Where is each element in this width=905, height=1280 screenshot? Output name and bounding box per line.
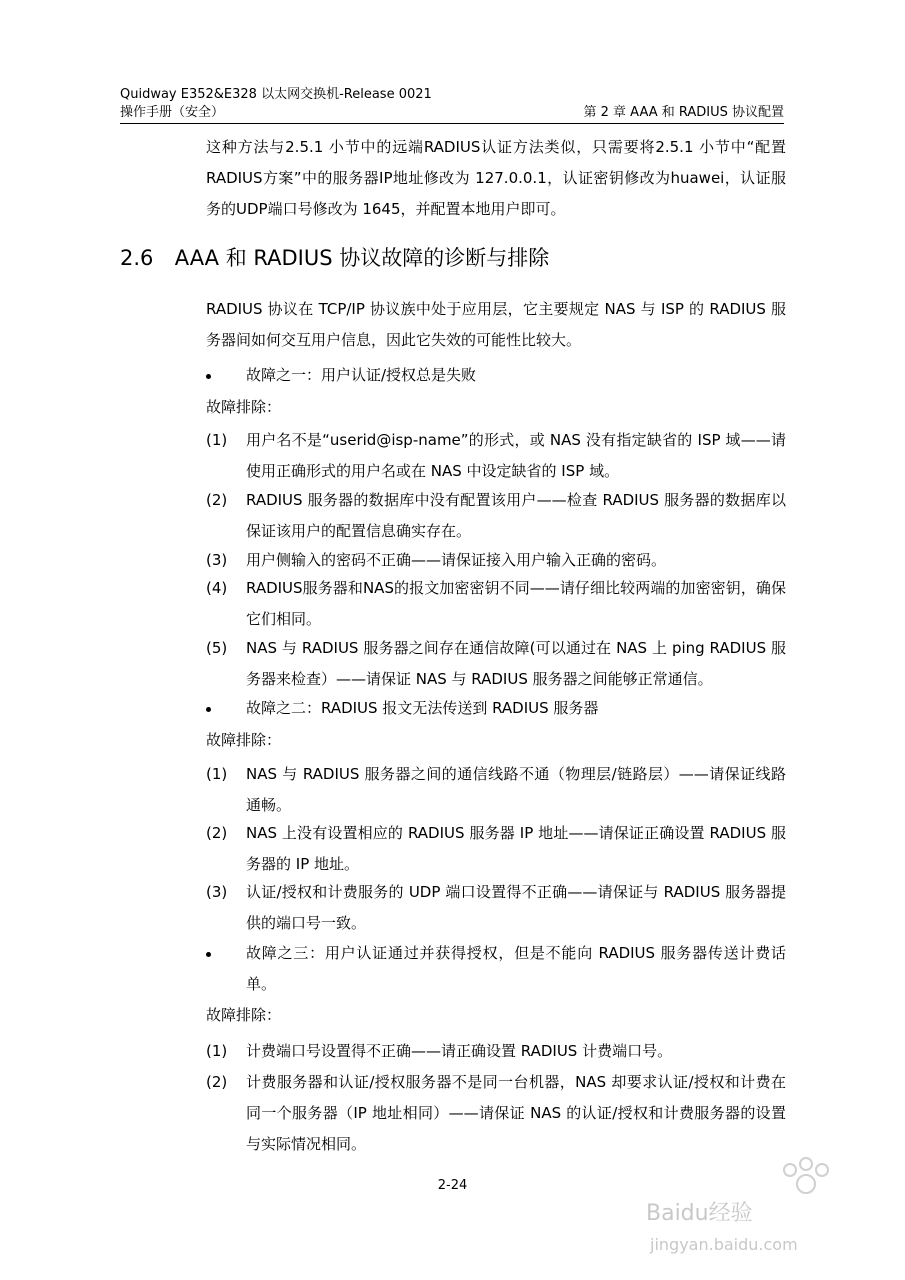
section-description: RADIUS 协议在 TCP/IP 协议族中处于应用层，它主要规定 NAS 与 ISP 的 RADIUS 服务器间如何交互用户信息，因此它失效的可能性比较大。 [206,300,786,349]
item-text: 认证/授权和计费服务的 UDP 端口设置得不正确——请保证与 RADIUS 服务器提供的端口号一致。 [246,883,786,932]
list-item [206,877,786,939]
troubleshoot-label: 故障排除： [206,1006,282,1024]
item-text: NAS 与 RADIUS 服务器之间存在通信故障(可以通过在 NAS 上 ping RADIUS 服务器来检查）——请保证 NAS 与 RADIUS 服务器之间能够正常通信。 [246,639,786,688]
fault-bullet [206,693,786,724]
header-chapter-title: 第 2 章 AAA 和 RADIUS 协议配置 [583,105,784,120]
watermark-url: jingyan.baidu.com [650,1235,798,1254]
section-number: 2.6 [120,246,154,270]
bullet-icon [206,707,211,712]
fault-bullet [206,938,786,1000]
bullet-icon [206,374,211,379]
list-item [206,633,786,695]
item-text: NAS 上没有设置相应的 RADIUS 服务器 IP 地址——请保证正确设置 RADIUS 服务器的 IP 地址。 [246,824,786,873]
item-text: RADIUS 服务器的数据库中没有配置该用户——检查 RADIUS 服务器的数据库以保证该用户的配置信息确实存在。 [246,491,786,540]
item-number: (5) [206,639,228,657]
item-text: RADIUS服务器和NAS的报文加密密钥不同——请仔细比较两端的加密密钥，确保它们相同。 [246,579,786,628]
list-item [206,818,786,880]
section-heading [120,243,549,273]
troubleshoot-label: 故障排除： [206,398,282,416]
bullet-icon [206,952,211,957]
intro-paragraph: 这种方法与2.5.1 小节中的远端RADIUS认证方法类似，只需要将2.5.1 小节中“配置RADIUS方案”中的服务器IP地址修改为 127.0.0.1，认证密钥修改为huawei，认证服务的UDP端口号修改为 1645，并配置本地用户即可。 [206,138,786,218]
item-text: 用户侧输入的密码不正确——请保证接入用户输入正确的密码。 [246,551,667,569]
list-item [206,425,786,487]
item-number: (2) [206,1073,228,1091]
header-row [120,104,784,124]
item-number: (1) [206,431,228,449]
header-manual-title: 操作手册（安全） [120,105,225,120]
item-number: (3) [206,551,228,569]
item-number: (1) [206,765,228,783]
item-number: (2) [206,824,228,842]
item-text: 用户名不是“userid@isp-name”的形式，或 NAS 没有指定缺省的 ISP 域——请使用正确形式的用户名或在 NAS 中设定缺省的 ISP 域。 [246,431,786,480]
header-divider [120,123,784,124]
troubleshoot-label: 故障排除： [206,731,282,749]
fault-title: 故障之三：用户认证通过并获得授权，但是不能向 RADIUS 服务器传送计费话单。 [246,944,786,993]
watermark-brand: Baidu经验 [646,1201,753,1226]
item-text: NAS 与 RADIUS 服务器之间的通信线路不通（物理层/链路层）——请保证线路通畅。 [246,765,786,814]
page-header [120,86,784,124]
baidu-watermark [640,1150,870,1260]
list-item [206,759,786,821]
fault-title: 故障之二：RADIUS 报文无法传送到 RADIUS 服务器 [246,699,599,717]
list-item [206,573,786,635]
fault-title: 故障之一：用户认证/授权总是失败 [246,366,477,384]
item-number: (1) [206,1042,228,1060]
list-item [206,545,786,576]
baidu-logo-icon [640,1150,870,1260]
item-number: (4) [206,579,228,597]
list-item [206,1036,786,1067]
fault-bullet [206,360,786,391]
header-product-line: Quidway E352&E328 以太网交换机-Release 0021 [120,87,432,102]
page-number: 2-24 [437,1178,468,1193]
item-text: 计费端口号设置得不正确——请正确设置 RADIUS 计费端口号。 [246,1042,673,1060]
item-text: 计费服务器和认证/授权服务器不是同一台机器，NAS 却要求认证/授权和计费在同一个服务器（IP 地址相同）——请保证 NAS 的认证/授权和计费服务器的设置与实际情况相同。 [246,1073,786,1153]
list-item [206,1067,786,1160]
list-item [206,485,786,547]
section-title: AAA 和 RADIUS 协议故障的诊断与排除 [174,246,550,270]
item-number: (3) [206,883,228,901]
item-number: (2) [206,491,228,509]
